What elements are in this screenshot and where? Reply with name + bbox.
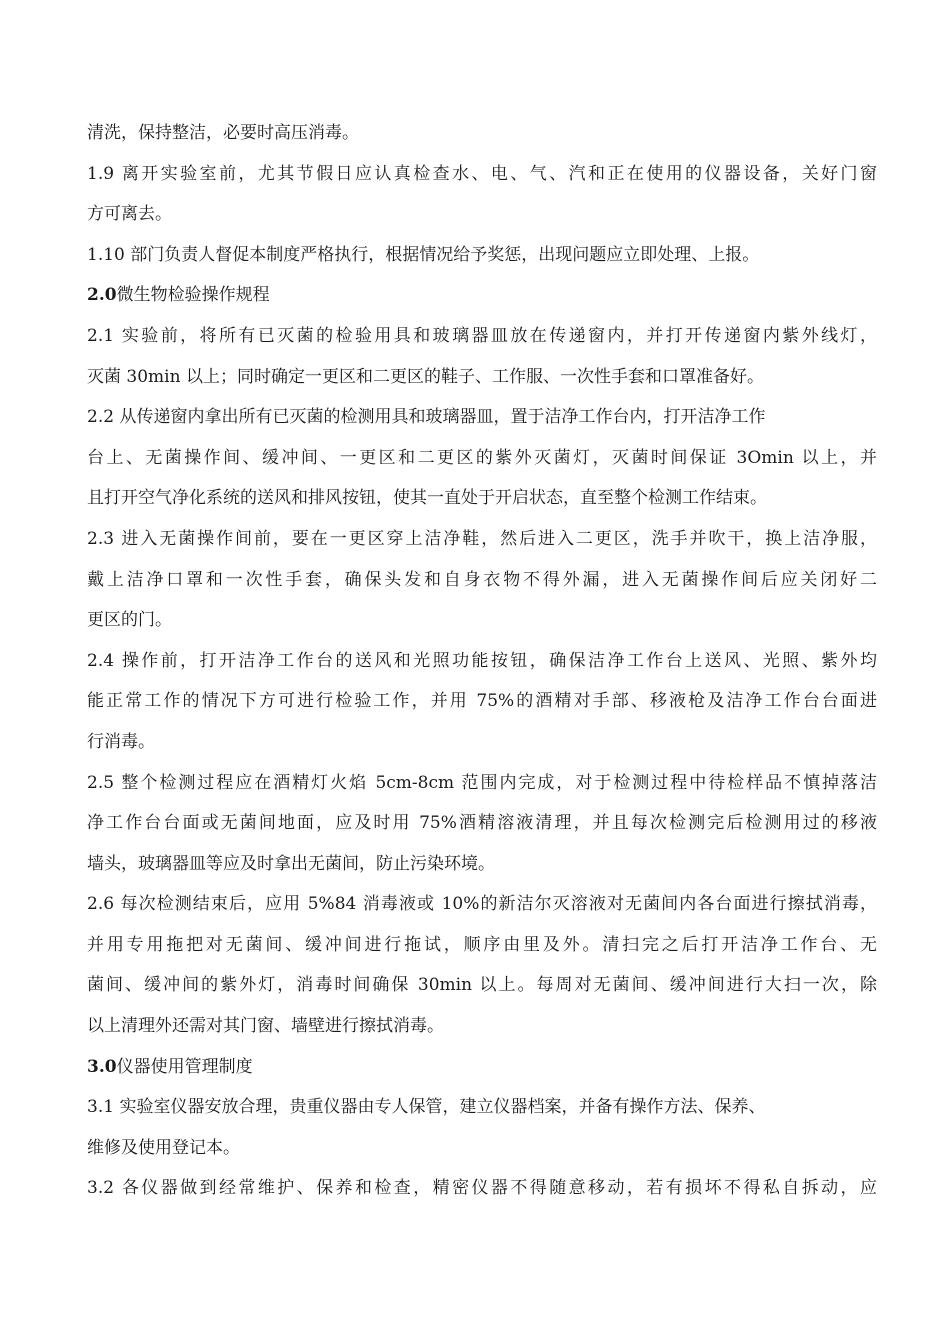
- paragraph-line: 且打开空气净化系统的送风和排风按钮，使其一直处于开启状态，直至整个检测工作结束。: [87, 488, 767, 509]
- paragraph-line: 以上清理外还需对其门窗、墙壁进行擦拭消毒。: [87, 1016, 444, 1037]
- paragraph-line: 清洗，保持整洁，必要时高压消毒。: [87, 123, 359, 143]
- paragraph-line: 2.6 每次检测结束后，应用 5%84 消毒液或 10%的新洁尔灭溶液对无菌间内各台面进行擦拭消毒，: [87, 894, 877, 915]
- paragraph-line: 2.1 实验前，将所有已灭菌的检验用具和玻璃器皿放在传递窗内，并打开传递窗内紫外线灯，: [87, 325, 877, 346]
- paragraph-line: 能正常工作的情况下方可进行检验工作，并用 75%的酒精对手部、移液枪及洁净工作台台面进: [87, 691, 877, 712]
- section-title: 微生物检验操作规程: [116, 285, 270, 306]
- section-number: 3.0: [87, 1056, 117, 1077]
- paragraph-line: 净工作台台面或无菌间地面，应及时用 75%酒精溶液清理，并且每次检测完后检测用过的移液: [87, 813, 877, 834]
- paragraph-line: 1.10 部门负责人督促本制度严格执行，根据情况给予奖惩，出现问题应立即处理、上报。: [87, 244, 760, 265]
- paragraph-line: 台上、无菌操作间、缓冲间、一更区和二更区的紫外灭菌灯，灭菌时间保证 3Omin 以上，并: [87, 447, 877, 468]
- paragraph-line: 墙头，玻璃器皿等应及时拿出无菌间，防止污染环境。: [87, 853, 495, 874]
- paragraph-line: 3.1 实验室仪器安放合理，贵重仪器由专人保管，建立仪器档案，并备有操作方法、保养、: [87, 1097, 766, 1118]
- paragraph-line: 2.3 进入无菌操作间前，要在一更区穿上洁净鞋，然后进入二更区，洗手并吹干，换上洁净服，: [87, 528, 877, 549]
- paragraph-line: 1.9 离开实验室前，尤其节假日应认真检查水、电、气、汽和正在使用的仪器设备，关好门窗: [87, 163, 877, 184]
- paragraph-line: 更区的门。: [87, 610, 172, 631]
- section-heading: [87, 1047, 877, 1088]
- paragraph-line: 戴上洁净口罩和一次性手套，确保头发和自身衣物不得外漏，进入无菌操作间后应关闭好二: [87, 569, 877, 590]
- paragraph-line: 灭菌 30min 以上；同时确定一更区和二更区的鞋子、工作服、一次性手套和口罩准备好。: [87, 366, 764, 387]
- document-body: [87, 113, 877, 1209]
- paragraph-line: 维修及使用登记本。: [87, 1137, 240, 1158]
- paragraph-line: 方可离去。: [87, 204, 172, 225]
- section-title: 仪器使用管理制度: [116, 1056, 253, 1077]
- paragraph-line: 并用专用拖把对无菌间、缓冲间进行拖试，顺序由里及外。清扫完之后打开洁净工作台、无: [87, 934, 877, 955]
- paragraph-line: 菌间、缓冲间的紫外灯，消毒时间确保 30min 以上。每周对无菌间、缓冲间进行大扫一次，除: [87, 975, 877, 996]
- paragraph-line: 2.2 从传递窗内拿出所有已灭菌的检测用具和玻璃器皿，置于洁净工作台内，打开洁净工作: [87, 407, 766, 428]
- paragraph-line: 2.5 整个检测过程应在酒精灯火焰 5cm-8cm 范围内完成，对于检测过程中待检样品不慎掉落洁: [87, 772, 877, 793]
- section-heading: [87, 275, 877, 316]
- section-number: 2.0: [87, 285, 117, 306]
- paragraph-line: 2.4 操作前，打开洁净工作台的送风和光照功能按钮，确保洁净工作台上送风、光照、紫外均: [87, 650, 877, 671]
- paragraph-line: 行消毒。: [87, 731, 155, 752]
- paragraph-line: 3.2 各仪器做到经常维护、保养和检查，精密仪器不得随意移动，若有损坏不得私自拆动，应: [87, 1178, 877, 1199]
